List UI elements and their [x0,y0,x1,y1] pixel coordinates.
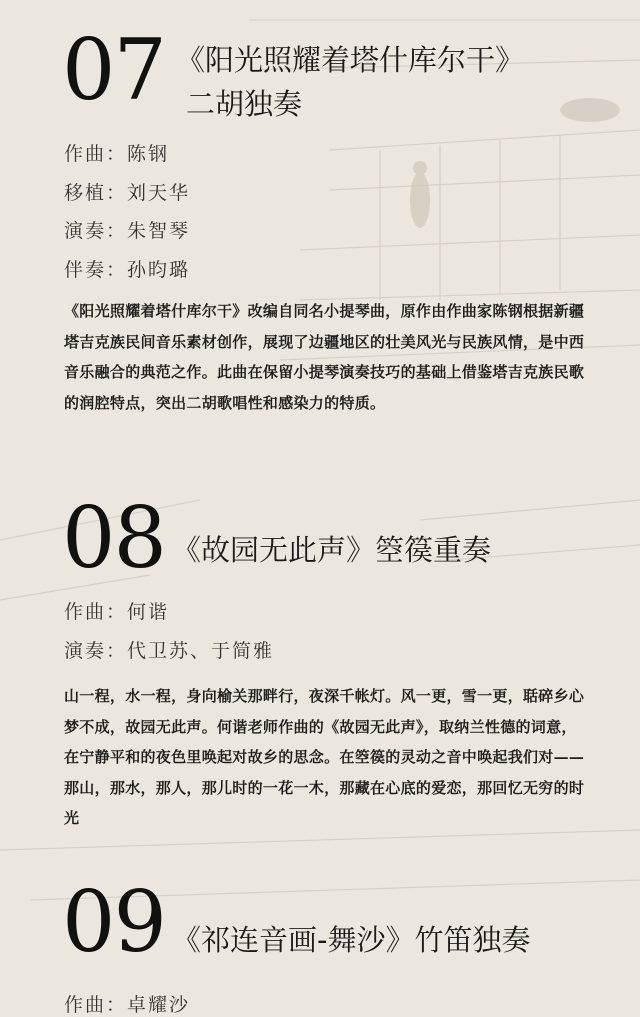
item-number: 07 [62,21,165,119]
item-title-line1: 《故园无此声》箜篌重奏 [172,533,492,567]
item-title-line1: 《阳光照耀着塔什库尔干》 [176,43,525,77]
item-description: 山一程，水一程，身向榆关那畔行，夜深千帐灯。风一更，雪一更，聒碎乡心梦不成，故园无此声。何谐老师作曲的《故园无此声》，取纳兰性德的词意，在宁静平和的夜色里唤起对故乡的思念。在箜篌的灵动之音中唤起我们对——那山，那水，那人，那儿时的一花一木，那藏在心底的爱恋，那回忆无穷的时光 [64,687,585,827]
item-title-line2: 二胡独奏 [186,87,303,121]
item-description: 《阳光照耀着塔什库尔干》改编自同名小提琴曲，原作由作曲家陈钢根据新疆塔吉克族民间音乐素材创作，展现了边疆地区的壮美风光与民族风情，是中西音乐融合的典范之作。此曲在保留小提琴演奏技巧的基础上借鉴塔吉克族民歌的润腔特点，突出二胡歌唱性和感染力的特质。 [64,302,585,412]
credit-accompanist: 伴奏：孙昀璐 [64,259,191,281]
credit-composer: 作曲：卓耀沙 [64,994,191,1016]
item-number: 08 [62,489,165,587]
credit-performer: 演奏：代卫苏、于简雅 [64,640,275,662]
credit-composer: 作曲：何谐 [64,601,170,623]
item-title-line1: 《祁连音画-舞沙》竹笛独奏 [172,923,531,957]
credit-performer: 演奏：朱智琴 [64,220,191,242]
credit-arranger: 移植：刘天华 [64,182,191,204]
credit-composer: 作曲：陈钢 [64,143,170,165]
item-number: 09 [62,873,165,971]
